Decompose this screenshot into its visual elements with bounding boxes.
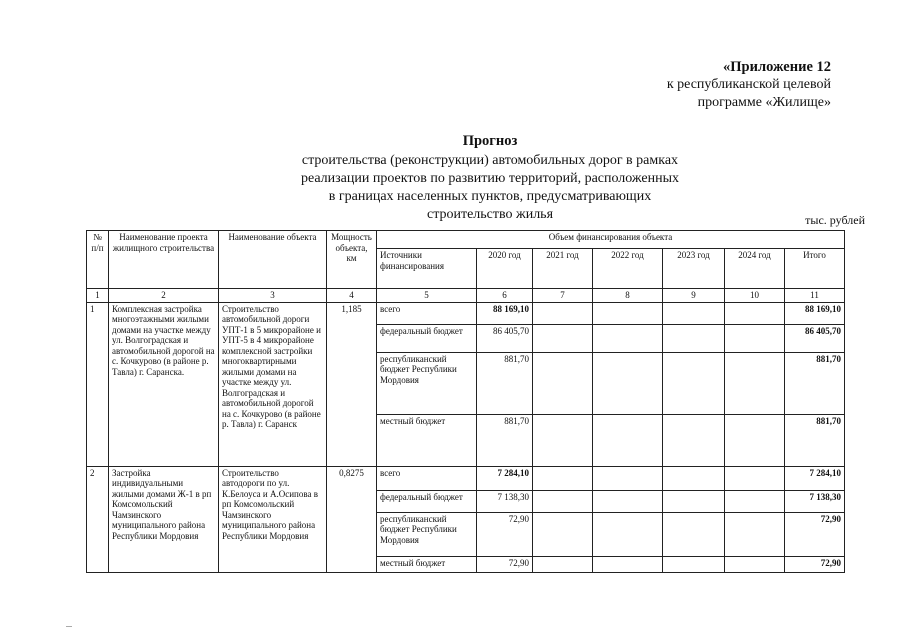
funding-2021 xyxy=(533,302,593,324)
row-project: Застройка индивидуальными жилыми домами Ж-1 в рп Комсомольский Чамзинского муниципального района Республики Мордовия xyxy=(109,466,219,572)
col-number: 1 xyxy=(87,289,109,303)
header-year-2022: 2022 год xyxy=(593,249,663,289)
funding-2024 xyxy=(725,512,785,556)
row-project: Комплексная застройка многоэтажными жилыми домами на участке между ул. Волгоградская и автомобильной дорогой на с. Кочкурово (в районе р. Тавла) г. Саранска. xyxy=(109,302,219,466)
funding-2024 xyxy=(725,490,785,512)
funding-total: 7 284,10 xyxy=(785,466,845,490)
document-heading xyxy=(270,132,710,224)
table-row xyxy=(87,302,845,324)
funding-2023 xyxy=(663,556,725,572)
col-number: 5 xyxy=(377,289,477,303)
appendix-title: «Приложение 12 xyxy=(723,59,831,75)
col-number: 7 xyxy=(533,289,593,303)
header-sources: Источники финансирования xyxy=(377,249,477,289)
col-number: 8 xyxy=(593,289,663,303)
funding-total: 72,90 xyxy=(785,556,845,572)
funding-2020: 88 169,10 xyxy=(477,302,533,324)
col-number: 11 xyxy=(785,289,845,303)
row-num: 2 xyxy=(87,466,109,572)
header-year-2020: 2020 год xyxy=(477,249,533,289)
funding-table xyxy=(86,230,845,573)
funding-2023 xyxy=(663,414,725,466)
funding-total: 881,70 xyxy=(785,352,845,414)
row-num: 1 xyxy=(87,302,109,466)
heading-main: Прогноз xyxy=(462,133,518,149)
col-number: 9 xyxy=(663,289,725,303)
header-year-2023: 2023 год xyxy=(663,249,725,289)
heading-line: реализации проектов по развитию территорий, расположенных xyxy=(300,171,680,186)
funding-2022 xyxy=(593,556,663,572)
heading-line: строительства (реконструкции) автомобильных дорог в рамках xyxy=(301,153,679,168)
row-object: Строительство автодороги по ул. К.Белоуса и А.Осипова в рп Комсомольский Чамзинского муниципального района Республики Мордовия xyxy=(219,466,327,572)
row-capacity: 1,185 xyxy=(327,302,377,466)
heading-line: строительство жилья xyxy=(426,207,554,222)
funding-2021 xyxy=(533,352,593,414)
funding-2022 xyxy=(593,414,663,466)
header-object: Наименование объекта xyxy=(219,231,327,289)
funding-2024 xyxy=(725,352,785,414)
header-num: № п/п xyxy=(87,231,109,289)
funding-2024 xyxy=(725,466,785,490)
funding-2022 xyxy=(593,490,663,512)
funding-2020: 7 284,10 xyxy=(477,466,533,490)
funding-2020: 86 405,70 xyxy=(477,324,533,352)
header-funding-group: Объем финансирования объекта xyxy=(377,231,845,249)
funding-source: республиканский бюджет Республики Мордовия xyxy=(377,512,477,556)
funding-source: федеральный бюджет xyxy=(377,490,477,512)
funding-total: 7 138,30 xyxy=(785,490,845,512)
appendix-line: программе «Жилище» xyxy=(697,95,831,110)
scan-mark xyxy=(66,626,72,627)
col-number: 10 xyxy=(725,289,785,303)
funding-2024 xyxy=(725,556,785,572)
table-row xyxy=(87,466,845,490)
funding-total: 86 405,70 xyxy=(785,324,845,352)
header-year-2021: 2021 год xyxy=(533,249,593,289)
funding-total: 72,90 xyxy=(785,512,845,556)
funding-2021 xyxy=(533,512,593,556)
funding-2021 xyxy=(533,466,593,490)
funding-source: республиканский бюджет Республики Мордовия xyxy=(377,352,477,414)
funding-2024 xyxy=(725,414,785,466)
funding-2022 xyxy=(593,352,663,414)
funding-source: местный бюджет xyxy=(377,414,477,466)
funding-2022 xyxy=(593,324,663,352)
funding-source: всего xyxy=(377,302,477,324)
header-total: Итого xyxy=(785,249,845,289)
col-number: 2 xyxy=(109,289,219,303)
funding-2022 xyxy=(593,466,663,490)
header-year-2024: 2024 год xyxy=(725,249,785,289)
funding-2020: 881,70 xyxy=(477,352,533,414)
funding-2020: 72,90 xyxy=(477,556,533,572)
funding-2023 xyxy=(663,466,725,490)
funding-2020: 881,70 xyxy=(477,414,533,466)
funding-source: всего xyxy=(377,466,477,490)
funding-2020: 7 138,30 xyxy=(477,490,533,512)
funding-2021 xyxy=(533,556,593,572)
funding-2024 xyxy=(725,324,785,352)
appendix-block xyxy=(571,58,831,112)
funding-2020: 72,90 xyxy=(477,512,533,556)
funding-2023 xyxy=(663,352,725,414)
col-number: 6 xyxy=(477,289,533,303)
funding-2021 xyxy=(533,324,593,352)
funding-2022 xyxy=(593,512,663,556)
funding-source: местный бюджет xyxy=(377,556,477,572)
col-number: 3 xyxy=(219,289,327,303)
funding-2023 xyxy=(663,512,725,556)
funding-2024 xyxy=(725,302,785,324)
funding-2021 xyxy=(533,414,593,466)
funding-2023 xyxy=(663,490,725,512)
row-capacity: 0,8275 xyxy=(327,466,377,572)
funding-2023 xyxy=(663,302,725,324)
funding-2022 xyxy=(593,302,663,324)
header-capacity: Мощность объекта, км xyxy=(327,231,377,289)
appendix-line: к республиканской целевой xyxy=(666,77,831,92)
funding-total: 88 169,10 xyxy=(785,302,845,324)
funding-2021 xyxy=(533,490,593,512)
heading-line: в границах населенных пунктов, предусматривающих xyxy=(328,189,652,204)
header-project: Наименование проекта жилищного строительства xyxy=(109,231,219,289)
units-label: тыс. рублей xyxy=(805,213,865,227)
col-number: 4 xyxy=(327,289,377,303)
funding-total: 881,70 xyxy=(785,414,845,466)
row-object: Строительство автомобильной дороги УПТ-1 в 5 микрорайоне и УПТ-5 в 4 микрорайоне комплексной застройки многоквартирными жилыми домами на участке между ул. Волгоградская и автомобильной дорогой на с. Кочкурово (в районе р. Тавла) г. Саранск xyxy=(219,302,327,466)
funding-2023 xyxy=(663,324,725,352)
funding-source: федеральный бюджет xyxy=(377,324,477,352)
